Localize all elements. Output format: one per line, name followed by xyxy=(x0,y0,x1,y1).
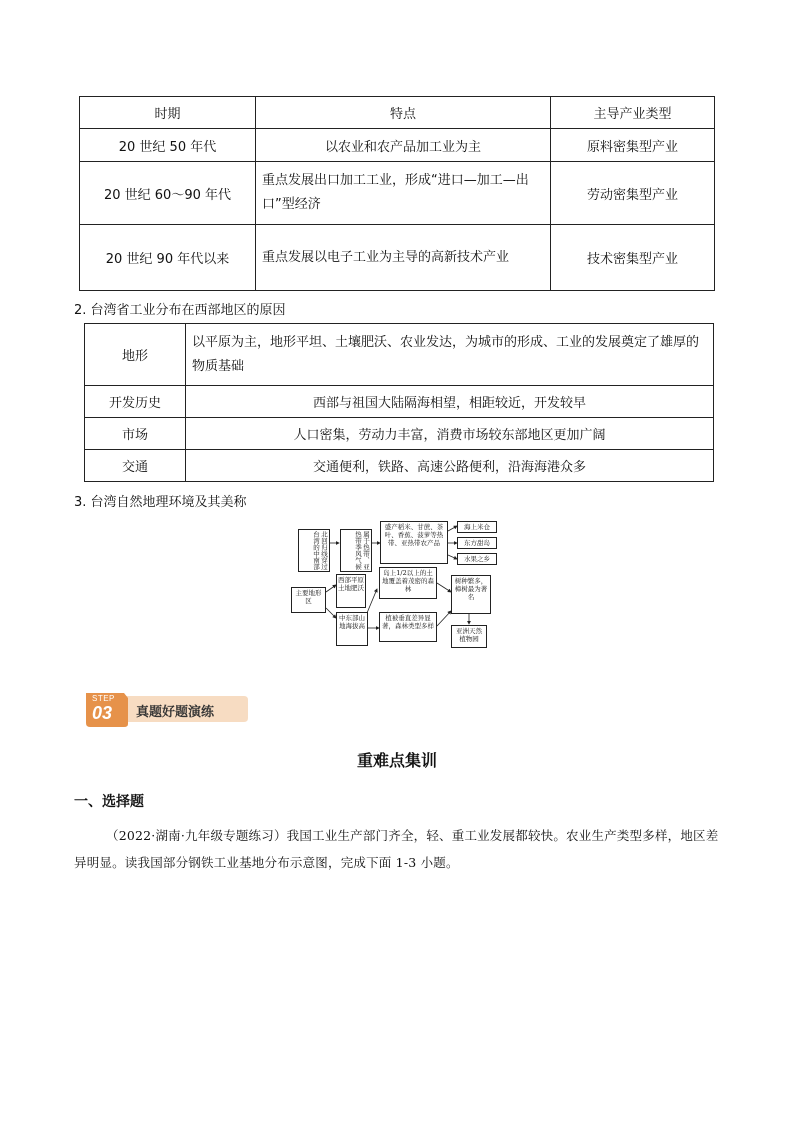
table-header-cell: 特点 xyxy=(256,97,551,129)
table-cell: 技术密集型产业 xyxy=(551,225,715,291)
heading-3: 3. 台湾自然地理环境及其美称 xyxy=(74,495,247,510)
fc-tropic-box: 北回归线穿过台湾的中南部 xyxy=(298,529,330,572)
question-paragraph: （2022·湖南·九年级专题练习）我国工业生产部门齐全，轻、重工业发展都较快。农业生产类型多样，地区差异明显。读我国部分钢铁工业基地分布示意图，完成下面 1-3 小题。 xyxy=(74,828,719,870)
table-cell-reason: 以平原为主，地形平坦、土壤肥沃、农业发达，为城市的形成、工业的发展奠定了雄厚的物质基础 xyxy=(186,324,714,386)
table-cell: 20 世纪 50 年代 xyxy=(80,129,256,162)
section-main-title: 重难点集训 xyxy=(356,751,437,770)
table-cell-factor: 交通 xyxy=(85,450,186,482)
table-cell-factor: 市场 xyxy=(85,418,186,450)
table-cell: 20 世纪 60～90 年代 xyxy=(80,162,256,225)
heading-2: 2. 台湾省工业分布在西部地区的原因 xyxy=(74,303,286,318)
section-subtitle: 一、选择题 xyxy=(74,794,144,810)
fc-west-box: 西部平原土地肥沃 xyxy=(336,574,366,608)
table-cell: 20 世纪 90 年代以来 xyxy=(80,225,256,291)
fc-vertical-box: 植被垂直差异显著，森林类型多样 xyxy=(379,612,437,642)
fc-forest-box: 岛上1/2以上的土地覆盖着茂密的森林 xyxy=(379,567,437,599)
fc-name2-box: 东方甜岛 xyxy=(457,537,497,549)
table-cell-reason: 人口密集，劳动力丰富，消费市场较东部地区更加广阔 xyxy=(186,418,714,450)
fc-climate-box: 属于热带、亚热带季风气候 xyxy=(340,529,372,572)
table-cell: 重点发展出口加工工业，形成“进口—加工—出口”型经济 xyxy=(256,162,551,225)
table-cell: 劳动密集型产业 xyxy=(551,162,715,225)
fc-name1-box: 海上米仓 xyxy=(457,521,497,533)
fc-products-box: 盛产稻米、甘蔗、茶叶、香蕉、菠萝等热带、亚热带农产品 xyxy=(380,521,448,564)
table-header-cell: 主导产业类型 xyxy=(551,97,715,129)
table-header-cell: 时期 xyxy=(80,97,256,129)
table-cell-factor: 地形 xyxy=(85,324,186,386)
table-cell: 原料密集型产业 xyxy=(551,129,715,162)
badge-step-text: STEP xyxy=(92,694,115,703)
table-cell-reason: 西部与祖国大陆隔海相望，相距较近，开发较早 xyxy=(186,386,714,418)
fc-east-box: 中东部山地海拔高 xyxy=(336,612,368,646)
badge-number: 03 xyxy=(92,703,113,723)
fc-museum-box: 亚洲天然植物园 xyxy=(451,625,487,648)
table-cell-reason: 交通便利，铁路、高速公路便利，沿海海港众多 xyxy=(186,450,714,482)
table-cell-factor: 开发历史 xyxy=(85,386,186,418)
fc-terrain-box: 主要地形区 xyxy=(291,587,326,613)
step-badge xyxy=(84,690,248,728)
fc-name3-box: 水果之乡 xyxy=(457,553,497,565)
badge-label: 真题好题演练 xyxy=(136,705,215,720)
table-cell: 以农业和农产品加工业为主 xyxy=(256,129,551,162)
table-cell: 重点发展以电子工业为主导的高新技术产业 xyxy=(256,225,551,291)
fc-trees-box: 树种繁多，樟树最为著名 xyxy=(451,575,491,614)
